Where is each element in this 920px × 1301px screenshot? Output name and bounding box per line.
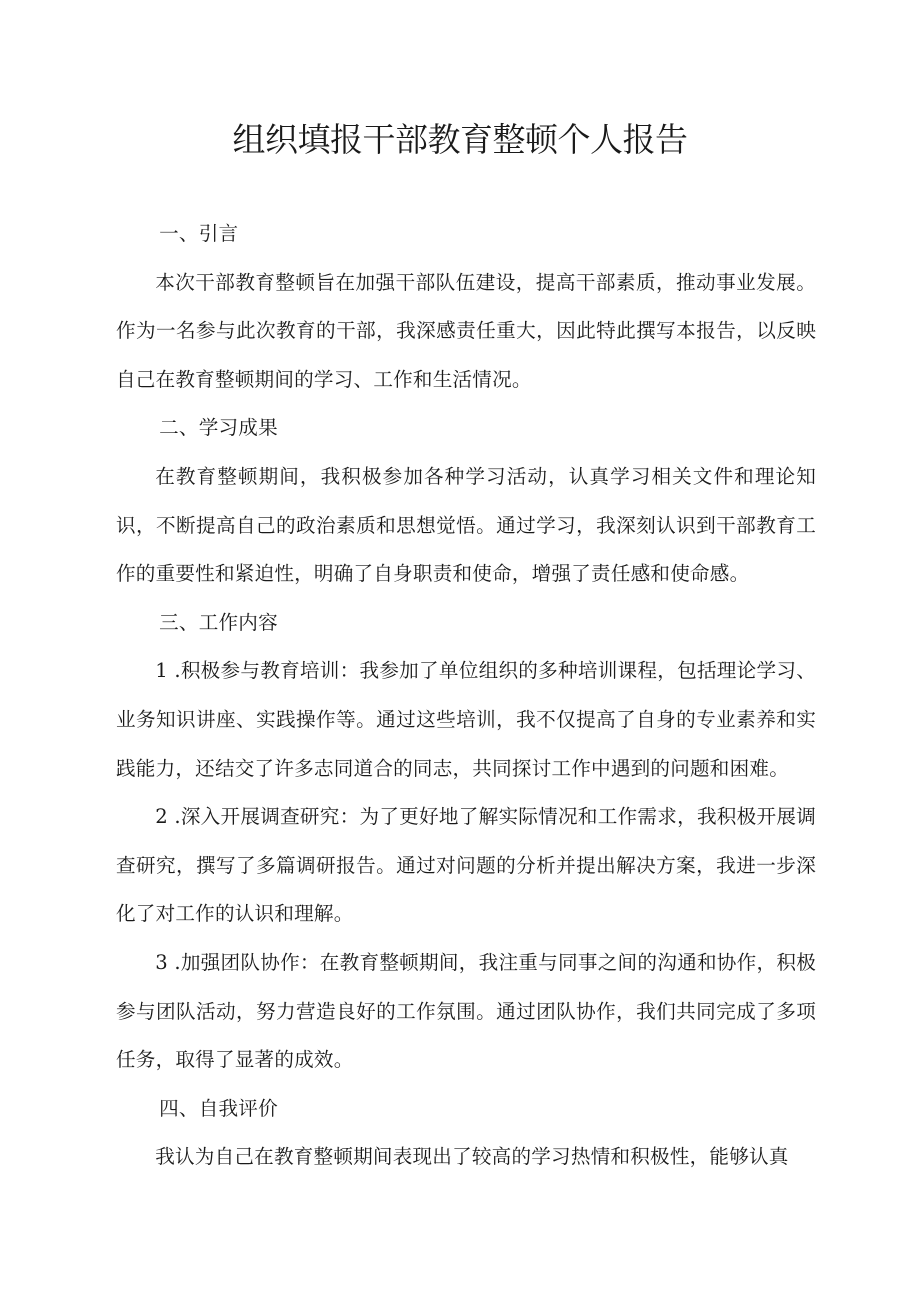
document-body [116,210,816,1182]
paragraph-work-item-2: 2 .深入开展调查研究：为了更好地了解实际情况和工作需求，我积极开展调查研究，撰写了多篇调研报告。通过对问题的分析并提出解决方案，我进一步深化了对工作的认识和理解。 [116,805,816,926]
document-title: 组织填报干部教育整顿个人报告 [232,120,688,159]
section-heading-self-evaluation: 四、自我评价 [159,1096,278,1120]
paragraph-work-item-3: 3 .加强团队协作：在教育整顿期间，我注重与同事之间的沟通和协作，积极参与团队活动，努力营造良好的工作氛围。通过团队协作，我们共同完成了多项任务，取得了显著的成效。 [116,950,816,1072]
paragraph-work-item-1: 1 .积极参与教育培训：我参加了单位组织的多种培训课程，包括理论学习、业务知识讲座、实践操作等。通过这些培训，我不仅提高了自身的专业素养和实践能力，还结交了许多志同道合的同志，共同探讨工作中遇到的问题和困难。 [116,659,816,780]
paragraph-self-evaluation: 我认为自己在教育整顿期间表现出了较高的学习热情和积极性，能够认真 [155,1145,789,1169]
paragraph-learning: 在教育整顿期间，我积极参加各种学习活动，认真学习相关文件和理论知识，不断提高自己的政治素质和思想觉悟。通过学习，我深刻认识到干部教育工作的重要性和紧迫性，明确了自身职责和使命，增强了责任感和使命感。 [116,464,816,586]
section-heading-introduction: 一、引言 [159,222,239,245]
paragraph-introduction: 本次干部教育整顿旨在加强干部队伍建设，提高干部素质，推动事业发展。作为一名参与此次教育的干部，我深感责任重大，因此特此撰写本报告，以反映自己在教育整顿期间的学习、工作和生活情况。 [116,270,816,391]
section-heading-work: 三、工作内容 [159,610,278,634]
section-heading-learning: 二、学习成果 [159,416,278,440]
